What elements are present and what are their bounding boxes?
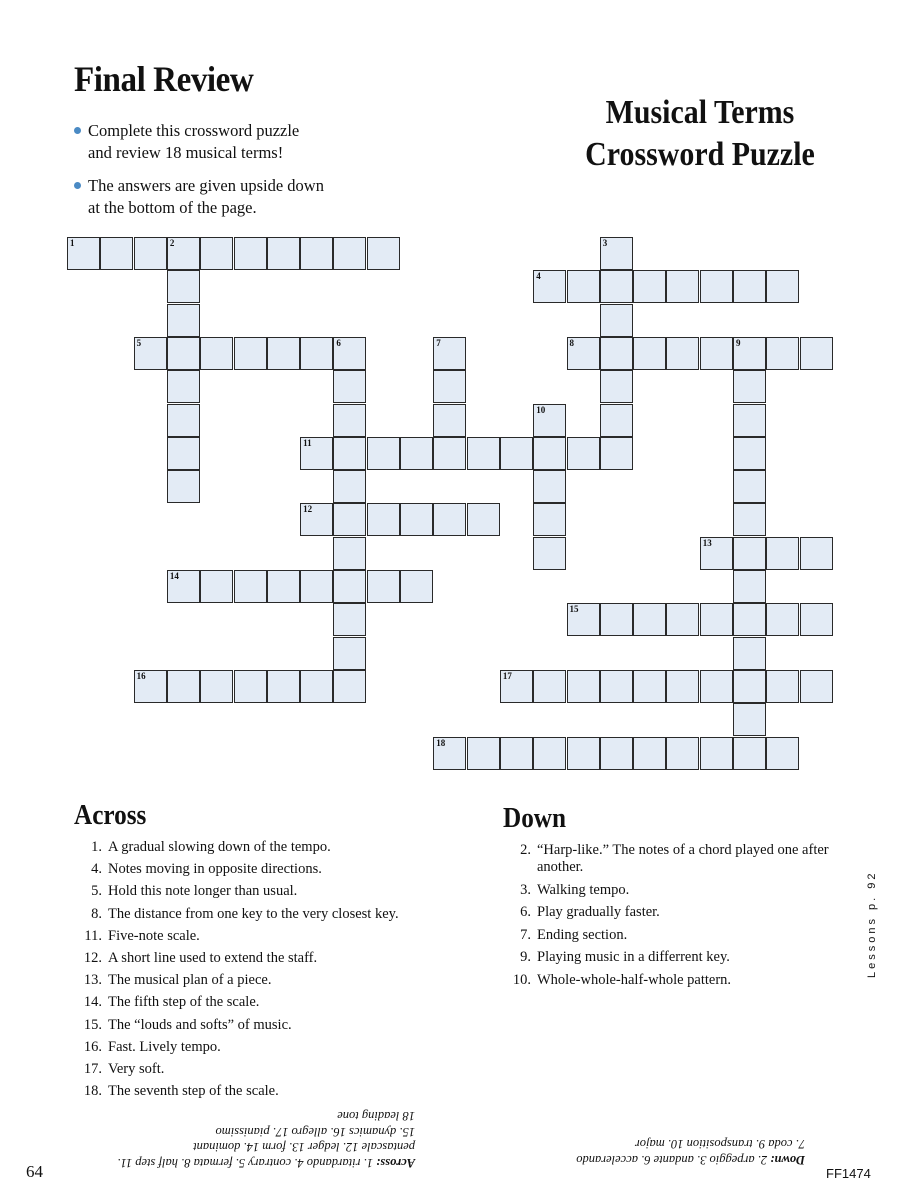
crossword-cell[interactable] bbox=[100, 237, 133, 270]
clue-number: 6. bbox=[520, 904, 531, 920]
crossword-cell[interactable] bbox=[733, 703, 766, 736]
lesson-reference-text: Lessons p. 92 bbox=[866, 870, 878, 978]
crossword-cell[interactable] bbox=[800, 670, 833, 703]
crossword-cell[interactable] bbox=[433, 337, 466, 370]
clue-text: The “louds and softs” of music. bbox=[108, 1016, 292, 1033]
cell-number: 5 bbox=[136, 337, 142, 348]
clue-item bbox=[74, 991, 454, 1013]
crossword-cell[interactable] bbox=[600, 270, 633, 303]
crossword-cell[interactable] bbox=[533, 503, 566, 536]
cell-number: 3 bbox=[602, 238, 608, 248]
clue-number: 1. bbox=[91, 839, 102, 855]
clue-text: Hold this note longer than usual. bbox=[108, 883, 298, 900]
crossword-cell[interactable] bbox=[766, 603, 799, 636]
crossword-cell[interactable] bbox=[666, 603, 699, 636]
clue-text: Walking tempo. bbox=[537, 881, 630, 898]
clue-text: A short line used to extend the staff. bbox=[108, 950, 318, 967]
crossword-cell[interactable] bbox=[433, 370, 466, 403]
answers-across bbox=[95, 1108, 415, 1170]
crossword-cell[interactable] bbox=[134, 237, 167, 270]
clue-number: 7. bbox=[520, 926, 531, 943]
crossword-cell[interactable] bbox=[333, 537, 366, 570]
across-clue-list bbox=[74, 836, 454, 1102]
crossword-cell[interactable] bbox=[367, 570, 400, 603]
cell-number: 10 bbox=[536, 404, 546, 415]
crossword-cell[interactable] bbox=[600, 370, 633, 403]
lesson-reference bbox=[866, 870, 880, 992]
crossword-cell[interactable] bbox=[367, 503, 400, 536]
clue-text: Notes moving in opposite directions. bbox=[108, 861, 322, 878]
clue-item bbox=[74, 1080, 454, 1102]
cell-number: 1 bbox=[70, 238, 75, 248]
bullet-icon bbox=[74, 127, 81, 134]
clue-text: The seventh step of the scale. bbox=[108, 1083, 279, 1100]
crossword-cell[interactable] bbox=[666, 337, 699, 370]
clue-item bbox=[74, 903, 454, 925]
crossword-cell[interactable] bbox=[633, 337, 666, 370]
crossword-cell[interactable] bbox=[733, 603, 766, 636]
crossword-cell[interactable] bbox=[200, 237, 233, 270]
crossword-cell[interactable] bbox=[567, 670, 600, 703]
crossword-cell[interactable] bbox=[533, 470, 566, 503]
page-number: 64 bbox=[26, 1162, 43, 1181]
clue-number: 18. bbox=[83, 1083, 102, 1100]
instruction-text: The answers are given upside down bbox=[88, 176, 324, 195]
catalog-code: FF1474 bbox=[826, 1166, 871, 1181]
cell-number: 11 bbox=[303, 437, 312, 448]
clue-item bbox=[74, 1058, 454, 1080]
cell-number: 9 bbox=[736, 337, 741, 348]
crossword-cell[interactable] bbox=[333, 370, 366, 403]
crossword-cell[interactable] bbox=[567, 270, 600, 303]
crossword-cell[interactable] bbox=[800, 603, 833, 636]
crossword-cell[interactable] bbox=[167, 437, 200, 470]
clue-text: The fifth step of the scale. bbox=[108, 994, 260, 1011]
crossword-cell[interactable] bbox=[167, 237, 200, 270]
crossword-cell[interactable] bbox=[200, 337, 233, 370]
crossword-cell[interactable] bbox=[567, 603, 600, 636]
crossword-cell[interactable] bbox=[766, 270, 799, 303]
clue-text: Fast. Lively tempo. bbox=[108, 1038, 221, 1055]
crossword-cell[interactable] bbox=[333, 237, 366, 270]
crossword-cell[interactable] bbox=[600, 603, 633, 636]
crossword-cell[interactable] bbox=[167, 470, 200, 503]
clue-number: 14. bbox=[83, 994, 102, 1011]
clue-text: Ending section. bbox=[537, 926, 628, 943]
instruction-text: Complete this crossword puzzle bbox=[88, 121, 300, 140]
crossword-cell[interactable] bbox=[433, 737, 466, 770]
puzzle-title-line: Crossword Puzzle bbox=[585, 136, 815, 173]
crossword-cell[interactable] bbox=[167, 670, 200, 703]
crossword-cell[interactable] bbox=[200, 570, 233, 603]
cell-number: 18 bbox=[436, 737, 446, 748]
crossword-cell[interactable] bbox=[134, 337, 167, 370]
crossword-cell[interactable] bbox=[633, 737, 666, 770]
crossword-cell[interactable] bbox=[333, 337, 366, 370]
clue-text: “Harp-like.” The notes of a chord played one after another. bbox=[537, 842, 829, 875]
crossword-cell[interactable] bbox=[600, 437, 633, 470]
instruction-text: at the bottom of the page. bbox=[88, 198, 257, 217]
crossword-cell[interactable] bbox=[567, 437, 600, 470]
crossword-cell[interactable] bbox=[367, 237, 400, 270]
clue-number: 13. bbox=[83, 972, 102, 989]
crossword-cell[interactable] bbox=[733, 404, 766, 437]
crossword-cell[interactable] bbox=[766, 337, 799, 370]
crossword-cell[interactable] bbox=[134, 670, 167, 703]
answers-line: 15. dynamics 16. allegro 17. pianissimo bbox=[215, 1125, 415, 1139]
answers-label: Across: bbox=[376, 1156, 415, 1170]
crossword-cell[interactable] bbox=[533, 437, 566, 470]
crossword-cell[interactable] bbox=[467, 737, 500, 770]
answers-line: 18 leading tone bbox=[337, 1109, 415, 1124]
crossword-cell[interactable] bbox=[400, 437, 433, 470]
answers-label: Down: bbox=[770, 1153, 805, 1167]
crossword-cell[interactable] bbox=[367, 437, 400, 470]
clue-item bbox=[74, 880, 454, 902]
across-heading: Across bbox=[74, 800, 147, 831]
clue-text: The musical plan of a piece. bbox=[108, 972, 272, 989]
crossword-cell[interactable] bbox=[400, 570, 433, 603]
bullet-icon bbox=[74, 182, 81, 189]
down-heading: Down bbox=[503, 803, 567, 834]
crossword-cell[interactable] bbox=[467, 437, 500, 470]
clue-text: Very soft. bbox=[108, 1061, 165, 1078]
crossword-cell[interactable] bbox=[167, 270, 200, 303]
crossword-cell[interactable] bbox=[167, 570, 200, 603]
crossword-cell[interactable] bbox=[300, 670, 333, 703]
crossword-cell[interactable] bbox=[333, 470, 366, 503]
clue-number: 15. bbox=[83, 1016, 102, 1033]
clue-text: Five-note scale. bbox=[108, 927, 200, 944]
clue-item bbox=[503, 927, 833, 944]
crossword-cell[interactable] bbox=[533, 737, 566, 770]
crossword-cell[interactable] bbox=[666, 737, 699, 770]
clue-item bbox=[503, 842, 833, 876]
clue-item bbox=[503, 882, 833, 899]
crossword-cell[interactable] bbox=[500, 737, 533, 770]
crossword-cell[interactable] bbox=[234, 670, 267, 703]
crossword-cell[interactable] bbox=[267, 670, 300, 703]
clue-item bbox=[74, 969, 454, 991]
crossword-cell[interactable] bbox=[666, 670, 699, 703]
crossword-cell[interactable] bbox=[333, 637, 366, 670]
crossword-cell[interactable] bbox=[533, 404, 566, 437]
crossword-cell[interactable] bbox=[500, 670, 533, 703]
crossword-cell[interactable] bbox=[333, 503, 366, 536]
clue-number: 2. bbox=[520, 842, 531, 858]
cell-number: 15 bbox=[569, 604, 579, 615]
crossword-cell[interactable] bbox=[700, 270, 733, 303]
answers-line: pentascale 12. ledger 13. form 14. dominant bbox=[193, 1140, 415, 1155]
crossword-cell[interactable] bbox=[567, 337, 600, 370]
clue-item bbox=[74, 1014, 454, 1036]
clue-item bbox=[503, 972, 833, 989]
crossword-cell[interactable] bbox=[467, 503, 500, 536]
crossword-cell[interactable] bbox=[600, 737, 633, 770]
crossword-cell[interactable] bbox=[600, 670, 633, 703]
clue-item bbox=[503, 904, 833, 921]
crossword-cell[interactable] bbox=[733, 470, 766, 503]
cell-number: 14 bbox=[169, 571, 179, 581]
crossword-cell[interactable] bbox=[533, 270, 566, 303]
crossword-cell[interactable] bbox=[300, 337, 333, 370]
crossword-cell[interactable] bbox=[533, 670, 566, 703]
cell-number: 4 bbox=[536, 271, 541, 282]
crossword-cell[interactable] bbox=[733, 537, 766, 570]
answers-down bbox=[545, 1136, 805, 1167]
page-title: Final Review bbox=[74, 59, 254, 99]
crossword-cell[interactable] bbox=[766, 670, 799, 703]
crossword-cell[interactable] bbox=[533, 537, 566, 570]
clue-item bbox=[74, 947, 454, 969]
clue-number: 8. bbox=[91, 905, 102, 922]
crossword-cell[interactable] bbox=[433, 404, 466, 437]
clue-number: 10. bbox=[512, 971, 531, 988]
crossword-cell[interactable] bbox=[733, 570, 766, 603]
crossword-cell[interactable] bbox=[267, 237, 300, 270]
clue-item bbox=[74, 1036, 454, 1058]
clue-number: 4. bbox=[91, 861, 102, 878]
cell-number: 6 bbox=[336, 337, 341, 348]
clue-item bbox=[503, 949, 833, 966]
crossword-cell[interactable] bbox=[733, 337, 766, 370]
crossword-cell[interactable] bbox=[200, 670, 233, 703]
clue-text: A gradual slowing down of the tempo. bbox=[108, 839, 331, 855]
cell-number: 17 bbox=[502, 670, 512, 681]
crossword-cell[interactable] bbox=[167, 337, 200, 370]
crossword-cell[interactable] bbox=[567, 737, 600, 770]
puzzle-title bbox=[577, 92, 823, 176]
crossword-cell[interactable] bbox=[234, 337, 267, 370]
crossword-cell[interactable] bbox=[167, 304, 200, 337]
clue-item bbox=[74, 836, 454, 858]
crossword-cell[interactable] bbox=[700, 337, 733, 370]
crossword-cell[interactable] bbox=[300, 570, 333, 603]
clue-text: Whole-whole-half-whole pattern. bbox=[537, 971, 732, 988]
crossword-cell[interactable] bbox=[67, 237, 100, 270]
crossword-cell[interactable] bbox=[333, 603, 366, 636]
clue-number: 12. bbox=[83, 950, 102, 967]
clue-number: 9. bbox=[520, 949, 531, 965]
crossword-cell[interactable] bbox=[267, 570, 300, 603]
crossword-cell[interactable] bbox=[733, 637, 766, 670]
clue-number: 11. bbox=[84, 927, 102, 944]
crossword-cell[interactable] bbox=[733, 437, 766, 470]
crossword-cell[interactable] bbox=[700, 670, 733, 703]
clue-number: 16. bbox=[83, 1038, 102, 1055]
cell-number: 2 bbox=[169, 238, 175, 248]
crossword-cell[interactable] bbox=[267, 337, 300, 370]
cell-number: 8 bbox=[569, 337, 574, 348]
crossword-cell[interactable] bbox=[700, 603, 733, 636]
clue-number: 17. bbox=[83, 1061, 102, 1078]
crossword-cell[interactable] bbox=[300, 237, 333, 270]
cell-number: 7 bbox=[436, 337, 441, 348]
cell-number: 16 bbox=[136, 670, 146, 681]
crossword-cell[interactable] bbox=[733, 670, 766, 703]
crossword-cell[interactable] bbox=[433, 503, 466, 536]
crossword-cell[interactable] bbox=[633, 270, 666, 303]
crossword-cell[interactable] bbox=[600, 404, 633, 437]
crossword-cell[interactable] bbox=[800, 537, 833, 570]
crossword-cell[interactable] bbox=[766, 737, 799, 770]
crossword-cell[interactable] bbox=[600, 304, 633, 337]
crossword-cell[interactable] bbox=[167, 370, 200, 403]
answers-line: 1. ritardando 4. contrary 5. fermata 8. half step 11. bbox=[117, 1156, 373, 1170]
clue-item bbox=[74, 925, 454, 947]
crossword-cell[interactable] bbox=[333, 404, 366, 437]
crossword-cell[interactable] bbox=[234, 570, 267, 603]
crossword-cell[interactable] bbox=[433, 437, 466, 470]
crossword-cell[interactable] bbox=[300, 503, 333, 536]
crossword-cell[interactable] bbox=[633, 603, 666, 636]
crossword-cell[interactable] bbox=[234, 237, 267, 270]
crossword-cell[interactable] bbox=[733, 270, 766, 303]
puzzle-title-line: Musical Terms bbox=[605, 94, 795, 131]
crossword-cell[interactable] bbox=[300, 437, 333, 470]
clue-number: 3. bbox=[520, 881, 531, 898]
crossword-cell[interactable] bbox=[800, 337, 833, 370]
clue-text: Playing music in a differrent key. bbox=[537, 949, 730, 965]
crossword-cell[interactable] bbox=[633, 670, 666, 703]
answers-line: 2. arpeggio 3. andante 6. accelerando bbox=[576, 1153, 768, 1167]
instructions bbox=[74, 120, 394, 230]
crossword-cell[interactable] bbox=[600, 337, 633, 370]
crossword-cell[interactable] bbox=[333, 437, 366, 470]
crossword-cell[interactable] bbox=[400, 503, 433, 536]
cell-number: 13 bbox=[702, 537, 712, 548]
clue-item bbox=[74, 858, 454, 880]
crossword-cell[interactable] bbox=[666, 270, 699, 303]
answers-line: 7. coda 9. transposition 10. major bbox=[634, 1137, 805, 1152]
crossword-cell[interactable] bbox=[733, 503, 766, 536]
crossword-cell[interactable] bbox=[733, 737, 766, 770]
crossword-cell[interactable] bbox=[733, 370, 766, 403]
clue-number: 5. bbox=[91, 883, 102, 900]
clue-text: Play gradually faster. bbox=[537, 904, 660, 920]
clue-text: The distance from one key to the very closest key. bbox=[108, 905, 399, 922]
instruction-item bbox=[74, 175, 394, 219]
crossword-cell[interactable] bbox=[500, 437, 533, 470]
crossword-cell[interactable] bbox=[700, 737, 733, 770]
crossword-cell[interactable] bbox=[766, 537, 799, 570]
instruction-item bbox=[74, 120, 394, 164]
down-clue-list bbox=[503, 842, 833, 994]
cell-number: 12 bbox=[303, 504, 313, 515]
crossword-cell[interactable] bbox=[167, 404, 200, 437]
crossword-cell[interactable] bbox=[700, 537, 733, 570]
crossword-cell[interactable] bbox=[333, 670, 366, 703]
instruction-text: and review 18 musical terms! bbox=[88, 143, 284, 162]
crossword-cell[interactable] bbox=[333, 570, 366, 603]
crossword-cell[interactable] bbox=[600, 237, 633, 270]
